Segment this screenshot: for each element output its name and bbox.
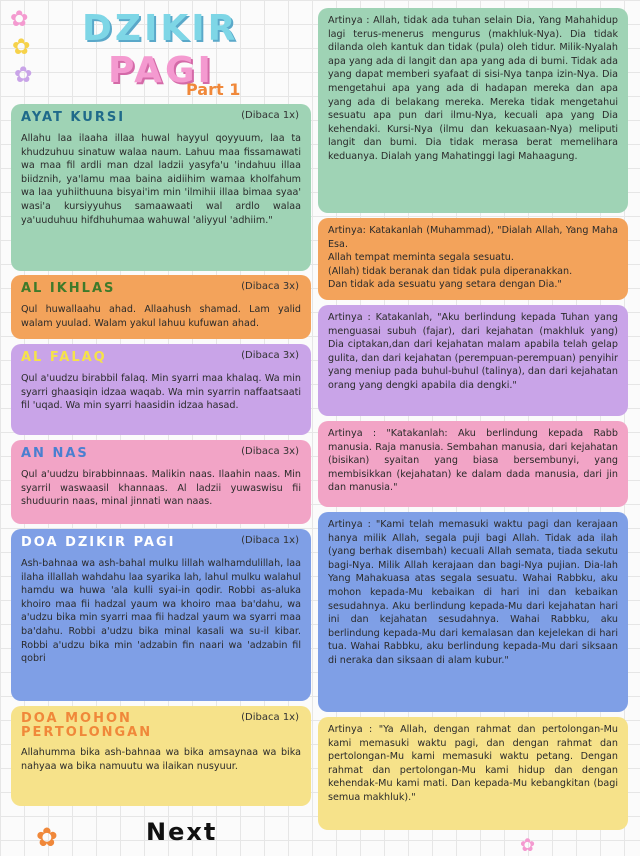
card-text: Qul huwallaahu ahad. Allaahush shamad. Lam yalid walam yuulad. Walam yakul lahuu kufuwan ahad. xyxy=(21,304,301,329)
card-text: Qul a'uudzu birabbinnaas. Malikin naas. Ilaahin naas. Min syarril waswaasil khannaas. Al ladzii yuwaswisu fii shuduurin naas, minal jinnati wan naas. xyxy=(21,469,301,508)
card-text: Artinya : "Katakanlah: Aku berlindung kepada Rabb manusia. Raja manusia. Sembahan manusia, dari kejahatan (bisikan) syaitan yang biasa bersembunyi, yang membisikkan (kejahatan) ke dalam dada manusia, dari jin dan manusia." xyxy=(328,428,618,494)
al-ikhlas-card xyxy=(11,275,311,339)
page-title-line1: DZIKIR xyxy=(82,8,239,49)
flower-decoration-icon: ✿ xyxy=(12,34,31,59)
doa-mohon-pertolongan-card xyxy=(11,706,311,806)
card-title: DOA MOHON PERTOLONGAN xyxy=(21,711,153,740)
flower-decoration-icon: ✿ xyxy=(520,835,536,855)
flower-decoration-icon: ✿ xyxy=(14,62,33,87)
card-title: AL FALAQ xyxy=(21,350,107,365)
card-note: (Dibaca 1x) xyxy=(241,535,299,546)
doa-mohon-pertolongan-meaning-card xyxy=(318,717,628,830)
card-note: (Dibaca 3x) xyxy=(241,350,299,361)
next-label[interactable]: Next xyxy=(146,818,218,846)
an-nas-card xyxy=(11,440,311,524)
card-text: Artinya : "Ya Allah, dengan rahmat dan pertolongan-Mu kami memasuki waktu pagi, dan dengan rahmat dan pertolongan-Mu kami memasuki waktu petang. Dengan rahmat dan pertolongan-Mu kami hidup dan dengan kehendak-Mu kami mati. Dan kepada-Mu kebangkitan (bagi semua makhluk)." xyxy=(328,724,618,803)
page-title-line2: PAGI xyxy=(108,50,214,91)
card-text: Allahu laa ilaaha illaa huwal hayyul qoyyuum, laa ta khudzuhuu sinatuw walaa naum. Lahuu maa fissamawati wa maa fil ardli man dzal ladzii yasyfa'u 'indahuu illaa biidznih, ya'lamu maa baina aidiihim wamaa kholfahum wa laa yuhiithuuna bisyai'im min 'ilmihii illaa bimaa syaa' wasi'a kursiyyuhus samaawaati wal ardlo walaa ya'uuduhuu hifdhuhumaa wahuwal 'aliyyul 'adhiim." xyxy=(21,133,301,226)
card-text: Ash-bahnaa wa ash-bahal mulku lillah walhamdulillah, laa ilaha illallah wahdahu laa syarika lah, lahul mulku walahul hamdu wa huwa 'ala kulli syai-in qodir. Robbi as-aluka khoiro maa fii hadzal yaum wa khoiro maa ba'dahu, wa a'udzu bika min syarri maa fii hadzal yaum wa syarri maa ba'dahu. Robbi a'udzu bika minal kasali wa su-il kibar. Robbi a'udzu bika min 'adzabin fin naari wa 'adzabin fil qobri xyxy=(21,558,301,665)
an-nas-meaning-card xyxy=(318,421,628,507)
card-text: Artinya : Katakanlah, "Aku berlindung kepada Tuhan yang menguasai subuh (fajar), dari kejahatan (makhluk yang) Dia ciptakan,dan dari kejahatan malam apabila telah gelap gulita, dan dari kejahatan (perempuan-perempuan) penyihir yang meniup pada buhul-buhul (talinya), dan dari kejahatan orang yang dengki apabila dia dengki." xyxy=(328,312,618,391)
al-falaq-meaning-card xyxy=(318,305,628,416)
flower-decoration-icon: ✿ xyxy=(36,822,58,852)
flower-decoration-icon: ✿ xyxy=(10,6,29,31)
doa-dzikir-pagi-card xyxy=(11,529,311,701)
card-text: Qul a'uudzu birabbil falaq. Min syarri maa khalaq. Wa min syarri ghaasiqin idzaa waqab. Wa min syarrin naffaatsaati fil 'uqad. Wa min syarri haasidin idzaa hasad. xyxy=(21,373,301,412)
card-title: AL IKHLAS xyxy=(21,281,116,296)
card-text: Artinya : Allah, tidak ada tuhan selain Dia, Yang Mahahidup lagi terus-menerus mengurus (makhluk-Nya). Dia tidak dilanda oleh kantuk dan tidak (pula) oleh tidur. Milik-Nyalah apa yang ada di langit dan apa yang ada di bumi. Tidak ada yang dapat memberi syafaat di sisi-Nya tanpa izin-Nya. Dia mengetahui apa yang ada di hadapan mereka dan apa yang ada di belakang mereka. Mereka tidak mengetahui sesuatu apa pun dari ilmu-Nya, kecuali apa yang Dia kehendaki. Kursi-Nya (ilmu dan kekuasaan-Nya) meliputi langit dan bumi. Dia tidak merasa berat memelihara keduanya. Dialah yang Mahatinggi lagi Mahaagung. xyxy=(328,15,618,162)
card-text: Allahumma bika ash-bahnaa wa bika amsaynaa wa bika nahyaa wa bika namuutu wa ilaikan nusyuur. xyxy=(21,747,301,772)
card-note: (Dibaca 1x) xyxy=(241,712,299,723)
card-title: AN NAS xyxy=(21,446,89,461)
card-title: DOA DZIKIR PAGI xyxy=(21,535,176,550)
al-falaq-card xyxy=(11,344,311,435)
card-title: AYAT KURSI xyxy=(21,110,126,125)
doa-dzikir-pagi-meaning-card xyxy=(318,512,628,712)
al-ikhlas-meaning-card xyxy=(318,218,628,300)
card-text: Artinya: Katakanlah (Muhammad), "Dialah Allah, Yang Maha Esa. Allah tempat meminta segala sesuatu. (Allah) tidak beranak dan tidak pula diperanakkan. Dan tidak ada sesuatu yang setara dengan Dia." xyxy=(328,225,618,291)
card-text: Artinya : "Kami telah memasuki waktu pagi dan kerajaan hanya milik Allah, segala puji bagi Allah. Tidak ada ilah (yang berhak disembah) kecuali Allah semata, tiada sekutu bagi-Nya. Milik Allah kerajaan dan bagi-Nya pujian. Dia-lah Yang Mahakuasa atas segala sesuatu. Wahai Rabbku, aku mohon kepada-Mu kebaikan di hari ini dan kebaikan sesudahnya. Aku berlindung kepada-Mu dari kejahatan hari ini dan kejahatan sesudahnya. Wahai Rabbku, aku berlindung kepada-Mu dari kemalasan dan kejelekan di hari tua. Wahai Rabbku, aku berlindung kepada-Mu dari siksaan di neraka dan siksaan di alam kubur." xyxy=(328,519,618,666)
ayat-kursi-meaning-card xyxy=(318,8,628,213)
card-note: (Dibaca 1x) xyxy=(241,110,299,121)
part-label: Part 1 xyxy=(186,80,241,99)
card-note: (Dibaca 3x) xyxy=(241,446,299,457)
ayat-kursi-card xyxy=(11,104,311,271)
card-note: (Dibaca 3x) xyxy=(241,281,299,292)
